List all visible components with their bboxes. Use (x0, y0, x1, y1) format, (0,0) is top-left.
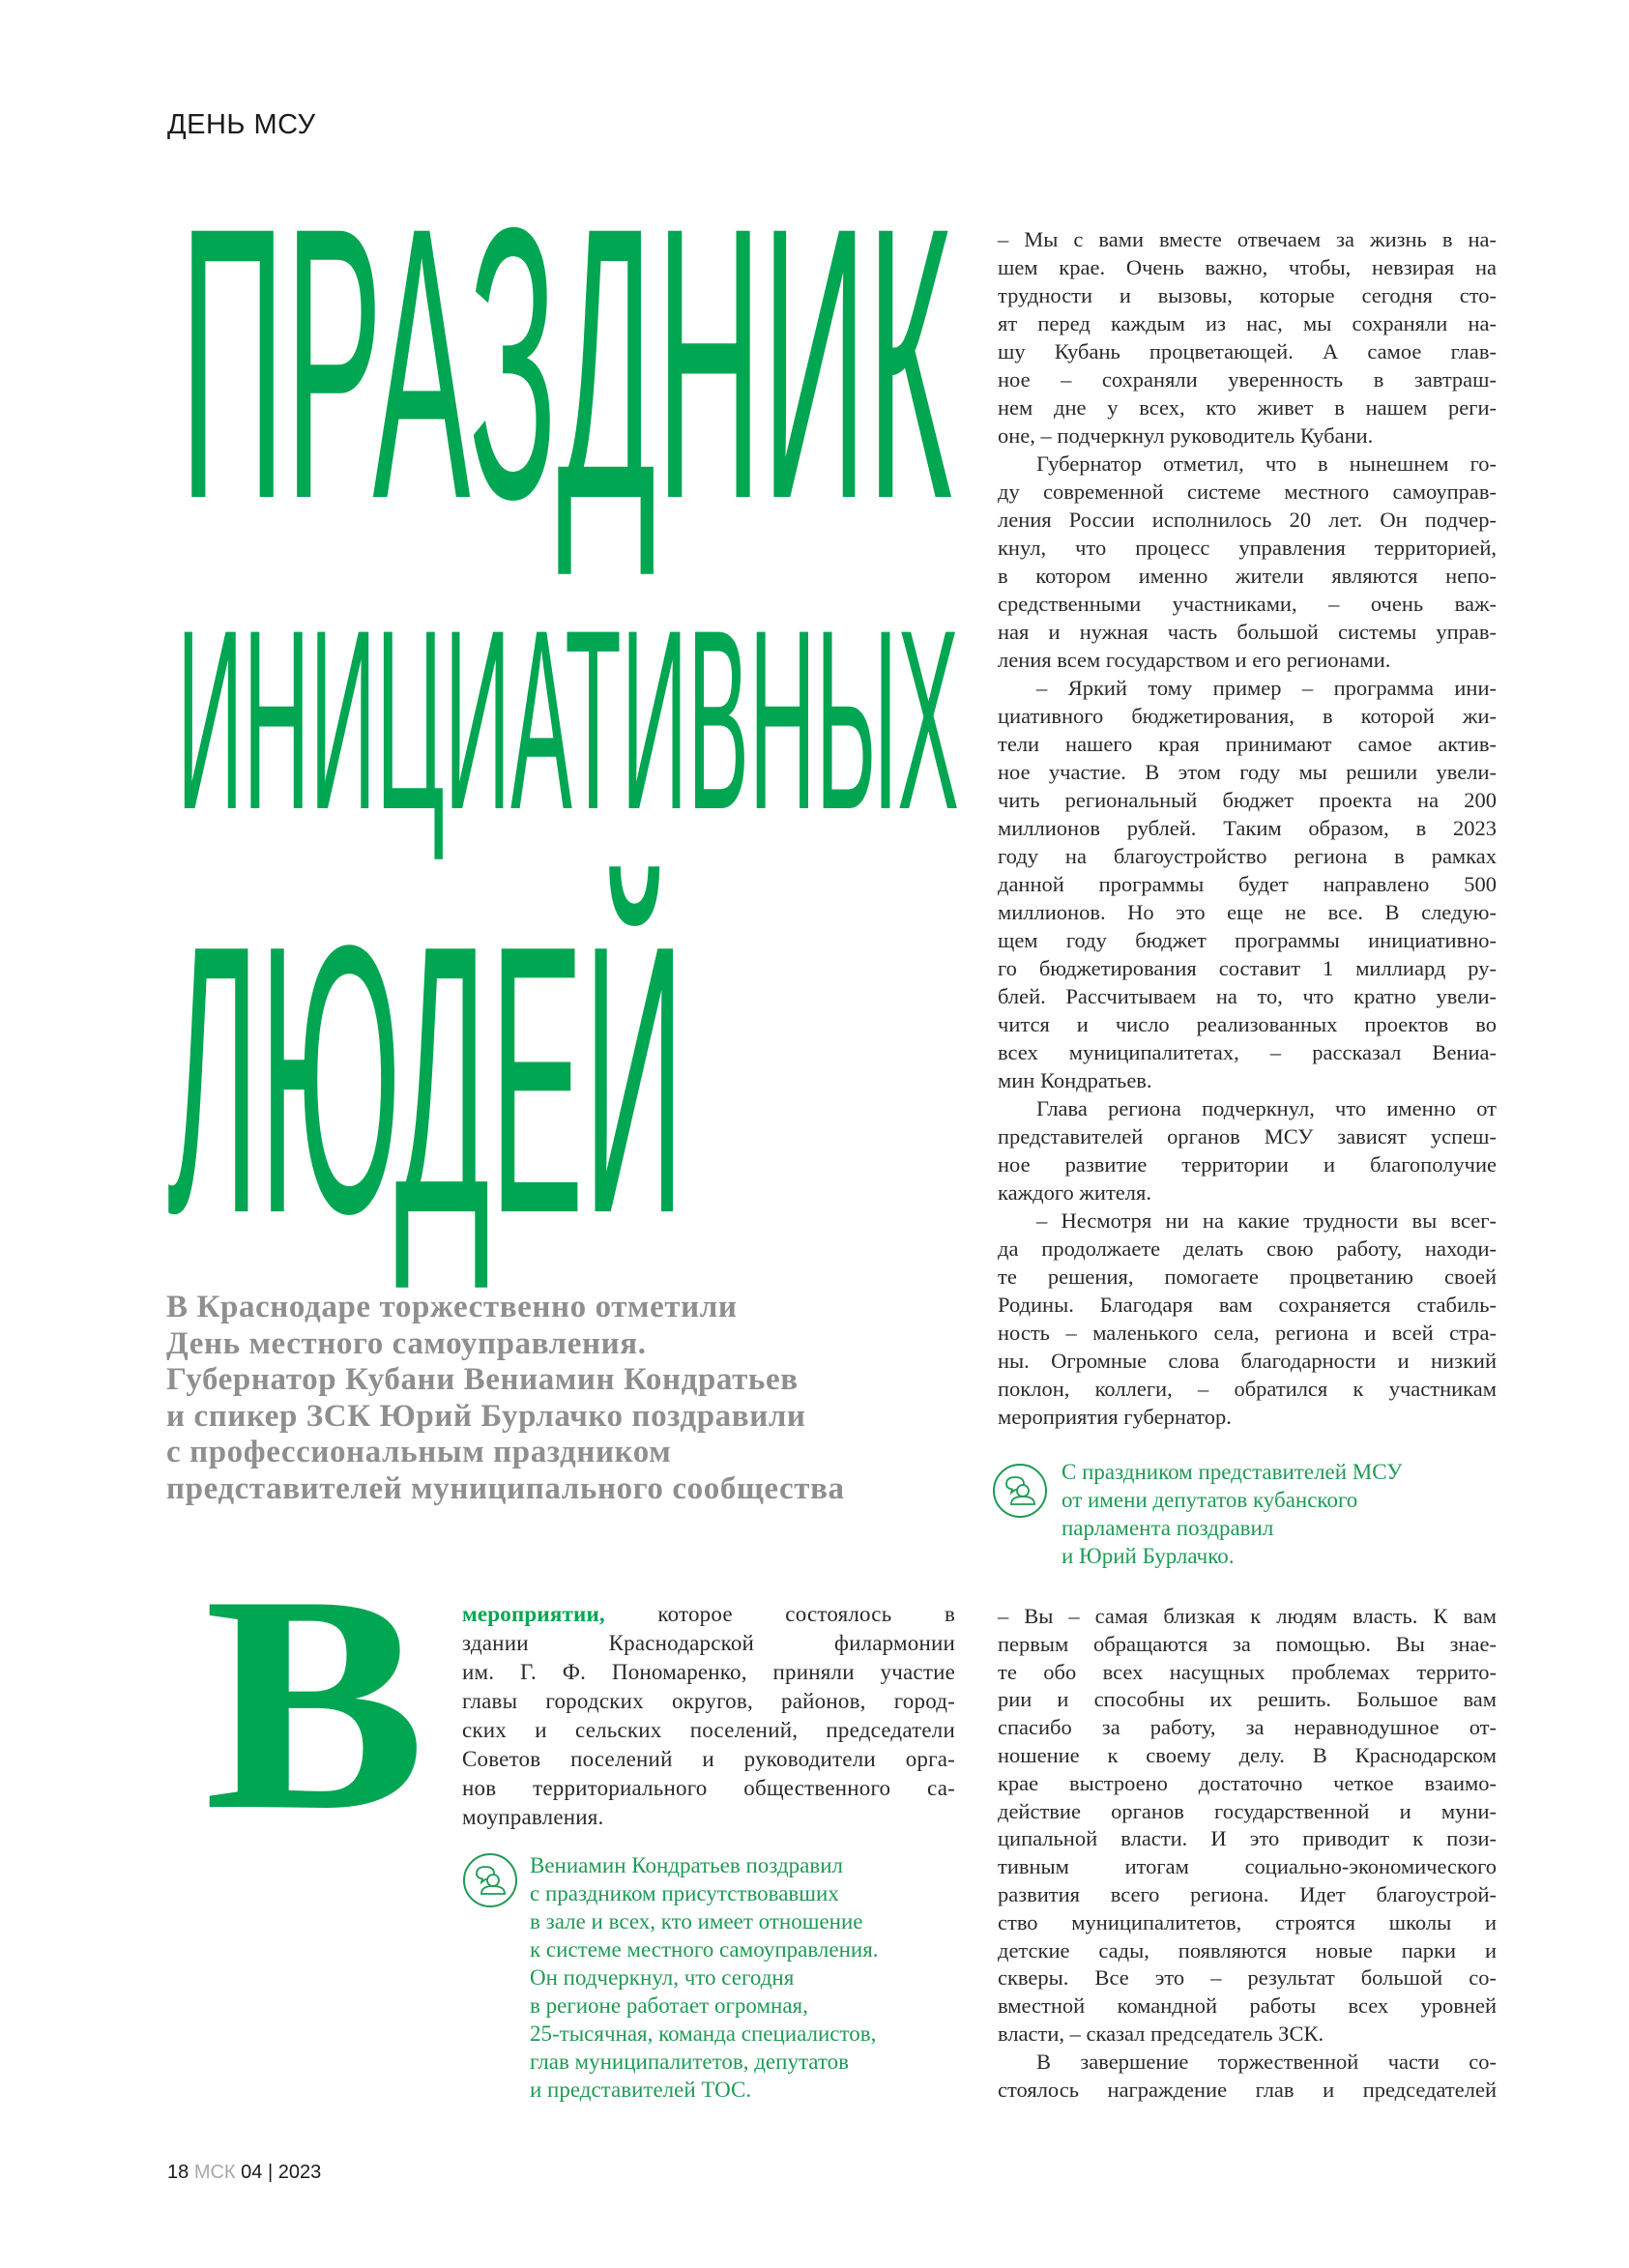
intro-line: Советов поселений и руководители орга- (462, 1747, 955, 1771)
paragraph-line: развития всего региона. Идет благоустрой- (998, 1881, 1497, 1906)
section-label: ДЕНЬ МСУ (167, 109, 316, 140)
quote-line: глав муниципалитетов, депутатов (530, 2050, 849, 2074)
intro-line: моуправления. (462, 1805, 604, 1829)
paragraph-line: ное участие. В этом году мы решили увели- (998, 760, 1497, 784)
headline-line-3: ЛЮДЕЙ (167, 865, 684, 1293)
quote-line: Он подчеркнул, что сегодня (530, 1965, 795, 1990)
paragraph-line: действие органов государственной и муни- (998, 1798, 1497, 1823)
paragraph-line: миллионов рублей. Таким образом, в 2023 (998, 816, 1497, 840)
lead-line: Губернатор Кубани Вениамин Кондратьев (166, 1362, 799, 1398)
paragraph-line: ность – маленького села, региона и всей стра- (998, 1321, 1497, 1345)
paragraph-line: ду современной системе местного самоуправ- (998, 480, 1497, 504)
quote-line: в зале и всех, кто имеет отношение (530, 1909, 863, 1934)
lead-line: В Краснодаре торжественно отметили (166, 1290, 738, 1324)
paragraph-line: блей. Рассчитываем на то, что кратно увели- (998, 984, 1497, 1008)
paragraph-line: В завершение торжественной части со- (1036, 2049, 1497, 2074)
paragraph-line: ления всем государством и его регионами. (998, 648, 1391, 672)
paragraph-line: – Несмотря ни на какие трудности вы всег- (1036, 1208, 1497, 1233)
quote-line: и Юрий Бурлачко. (1062, 1544, 1235, 1568)
intro-first-line (462, 1600, 955, 1629)
paragraph-line: Родины. Благодаря вам сохраняется стабиль- (998, 1293, 1497, 1317)
lead-line: с профессиональным праздником (166, 1435, 672, 1470)
paragraph-line: да продолжаете делать свою работу, находи- (998, 1236, 1497, 1261)
paragraph-line: вместной командной работы всех уровней (998, 1993, 1497, 2019)
intro-line: им. Г. Ф. Пономаренко, приняли участие (462, 1660, 955, 1684)
paragraph-line: мин Кондратьев. (998, 1068, 1152, 1092)
paragraph-line: кнул, что процесс управления территорией, (998, 536, 1497, 560)
paragraph-line: ят перед каждым из нас, мы сохраняли на- (998, 311, 1497, 335)
intro-line: ских и сельских поселений, председатели (462, 1718, 955, 1742)
paragraph-line: крае выстроено достаточно четкое взаимо- (998, 1770, 1497, 1795)
lead-paragraph (166, 1290, 940, 1508)
page-footer (167, 2160, 321, 2185)
page-number: 18 (167, 2162, 189, 2183)
intro-line: здании Краснодарской филармонии (462, 1631, 955, 1655)
paragraph-line: шу Кубань процветающей. А самое глав- (998, 339, 1497, 363)
paragraph-line: представителей органов МСУ зависят успеш- (998, 1124, 1497, 1149)
paragraph-line: те решения, помогаете процветанию своей (998, 1265, 1497, 1289)
paragraph-line: шем крае. Очень важно, чтобы, невзирая на (998, 255, 1497, 279)
paragraph-line: – Мы с вами вместе отвечаем за жизнь в на- (998, 227, 1497, 251)
intro-line: нов территориального общественного са- (462, 1776, 955, 1800)
intro-lead-word: мероприятии, (462, 1602, 605, 1626)
paragraph-line: тивным итогам социально-экономического (998, 1854, 1497, 1879)
lead-line: представителей муниципального сообщества (166, 1470, 845, 1506)
paragraph-line: миллионов. Но это еще не все. В следую- (998, 900, 1497, 924)
paragraph-line: – Яркий тому пример – программа ини- (1036, 676, 1497, 700)
paragraph-line: году на благоустройство региона в рамках (998, 844, 1497, 868)
paragraph-line: чить региональный бюджет проекта на 200 (998, 788, 1497, 812)
paragraph-line: ципальной власти. И это приводит к пози- (998, 1826, 1497, 1851)
quote-line: Вениамин Кондратьев поздравил (530, 1853, 844, 1877)
headline-line-1: ПРАЗДНИК (180, 147, 952, 579)
paragraph-line: в котором именно жители являются непо- (998, 564, 1497, 588)
magazine-name: МСК (193, 2162, 236, 2183)
intro-first-line-rest: которое состоялось в (657, 1602, 956, 1626)
paragraph-line: ная и нужная часть большой системы управ- (998, 620, 1497, 644)
paragraph-line: каждого жителя. (998, 1180, 1151, 1205)
paragraph-line: ления России исполнилось 20 лет. Он подчер- (998, 508, 1497, 532)
paragraph-line: детские сады, появляются новые парки и (998, 1937, 1497, 1963)
paragraph-line: те обо всех насущных проблемах террито- (998, 1659, 1497, 1684)
intro-paragraph (462, 1600, 955, 1832)
footer-separator: | (267, 2162, 274, 2183)
paragraph-line: всех муниципалитетах, – рассказал Вениа- (998, 1040, 1497, 1064)
quote-line: С праздником представителей МСУ (1062, 1460, 1403, 1484)
paragraph-line: мероприятия губернатор. (998, 1405, 1232, 1429)
paragraph-line: власти, – сказал председатель ЗСК. (998, 2021, 1324, 2046)
paragraph-line: ное развитие территории и благополучие (998, 1152, 1497, 1177)
article-column-right-top (998, 225, 1497, 1431)
paragraph-line: первым обращаются за помощью. Вы знае- (998, 1631, 1497, 1656)
paragraph-line: го бюджетирования составит 1 миллиард ру- (998, 956, 1497, 980)
paragraph-line: трудности и вызовы, которые сегодня сто- (998, 283, 1497, 307)
speech-people-icon (992, 1463, 1048, 1519)
paragraph-line: ны. Огромные слова благодарности и низкий (998, 1349, 1497, 1373)
paragraph-line: Глава региона подчеркнул, что именно от (1036, 1096, 1497, 1120)
quote-line: и представителей ТОС. (530, 2078, 752, 2102)
paragraph-line: скверы. Все это – результат большой со- (998, 1965, 1497, 1991)
article-column-right-bottom (998, 1603, 1497, 2104)
lead-line: День местного самоуправления. (166, 1325, 647, 1361)
paragraph-line: щем году бюджет программы инициативно- (998, 928, 1497, 952)
paragraph-line: средственными участниками, – очень важ- (998, 592, 1497, 616)
quote-line: с праздником присутствовавших (530, 1881, 839, 1905)
paragraph-line: Губернатор отметил, что в нынешнем го- (1036, 451, 1497, 476)
issue-number: 04 (241, 2162, 263, 2183)
issue-year: 2023 (277, 2162, 322, 2183)
drop-cap: В (204, 1532, 426, 1875)
quote-line: в регионе работает огромная, (530, 1993, 808, 2018)
paragraph-line: рии и способны их решить. Большое вам (998, 1687, 1497, 1712)
paragraph-line: тели нашего края принимают самое актив- (998, 732, 1497, 756)
quote-line: от имени депутатов кубанского (1062, 1488, 1358, 1512)
headline-line-2: ИНИЦИАТИВНЫХ (177, 577, 959, 863)
pull-quote-burlachko (1062, 1458, 1403, 1570)
paragraph-line: данной программы будет направлено 500 (998, 872, 1497, 896)
quote-line: к системе местного самоуправления. (530, 1937, 879, 1962)
paragraph-line: стоялось награждение глав и председателей (998, 2077, 1497, 2102)
paragraph-line: поклон, коллеги, – обратился к участникам (998, 1377, 1497, 1401)
paragraph-line: – Вы – самая близкая к людям власть. К вам (998, 1604, 1497, 1628)
speech-people-icon (462, 1852, 518, 1908)
paragraph-line: нем дне у всех, кто живет в нашем реги- (998, 395, 1497, 420)
intro-line: главы городских округов, районов, город- (462, 1689, 955, 1713)
paragraph-line: ство муниципалитетов, строятся школы и (998, 1909, 1497, 1934)
paragraph-line: оне, – подчеркнул руководитель Кубани. (998, 423, 1374, 448)
pull-quote-kondratyev (530, 1851, 879, 2104)
quote-line: 25-тысячная, команда специалистов, (530, 2021, 877, 2046)
paragraph-line: ношение к своему делу. В Краснодарском (998, 1742, 1497, 1767)
paragraph-line: чится и число реализованных проектов во (998, 1012, 1497, 1036)
paragraph-line: ное – сохраняли уверенность в завтраш- (998, 367, 1497, 392)
paragraph-line: спасибо за работу, за неравнодушное от- (998, 1715, 1497, 1740)
quote-line: парламента поздравил (1062, 1516, 1274, 1540)
lead-line: и спикер ЗСК Юрий Бурлачко поздравили (166, 1398, 806, 1434)
paragraph-line: циативного бюджетирования, в которой жи- (998, 704, 1497, 728)
